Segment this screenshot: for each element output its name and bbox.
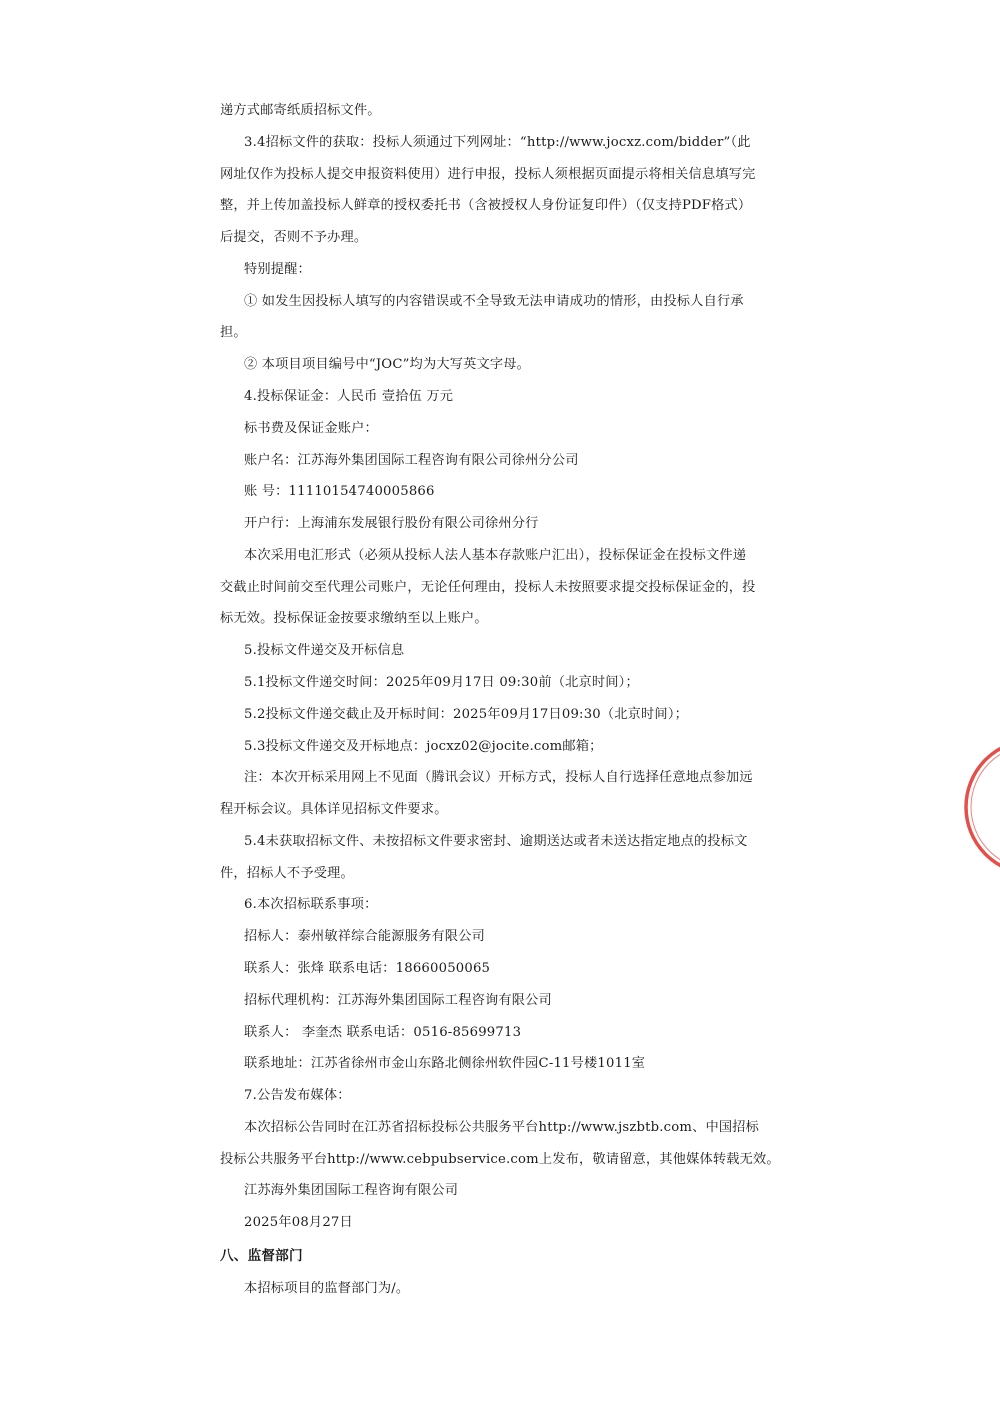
text-line: 标无效。投标保证金按要求缴纳至以上账户。 [220,611,488,626]
text-line: 整，并上传加盖投标人鲜章的授权委托书（含被授权人身份证复印件）（仅支持PDF格式） [220,198,752,213]
text-line: 担。 [220,325,247,340]
seal-stamp [958,732,1000,882]
text-line: 网址仅作为投标人提交申报资料使用）进行申报，投标人须根据页面提示将相关信息填写完 [220,167,756,182]
text-line: 递方式邮寄纸质招标文件。 [220,103,381,118]
text-line: 6.本次招标联系事项： [244,897,378,912]
text-line: 账户名：江苏海外集团国际工程咨询有限公司徐州分公司 [244,453,579,468]
text-line: 本次招标公告同时在江苏省招标投标公共服务平台http://www.jszbtb.com、中国招标 [244,1120,760,1135]
text-line: 4.投标保证金：人民币 壹拾伍 万元 [244,389,454,404]
text-line: 本招标项目的监督部门为/。 [244,1281,410,1296]
text-line: 联系人： 李奎杰 联系电话：0516-85699713 [244,1025,522,1040]
text-line: 账 号：11110154740005866 [244,484,435,499]
text-line: 联系地址：江苏省徐州市金山东路北侧徐州软件园C-11号楼1011室 [244,1056,646,1071]
text-line: 5.3投标文件递交及开标地点：jocxz02@jocite.com邮箱； [244,739,603,754]
text-line: 招标人：泰州敏祥综合能源服务有限公司 [244,929,485,944]
text-line: 5.4未获取招标文件、未按招标文件要求密封、逾期送达或者未送达指定地点的投标文 [244,834,748,849]
text-line: 后提交，否则不予办理。 [220,230,368,245]
text-line: 投标公共服务平台http://www.cebpubservice.com上发布，敬请留意，其他媒体转载无效。 [220,1152,780,1167]
text-line: 招标代理机构：江苏海外集团国际工程咨询有限公司 [244,993,552,1008]
section-heading: 八、监督部门 [220,1248,303,1264]
text-line: 3.4招标文件的获取：投标人须通过下列网址：“http://www.jocxz.com/bidder”（此 [244,135,751,150]
text-line: 注：本次开标采用网上不见面（腾讯会议）开标方式，投标人自行选择任意地点参加远 [244,770,753,785]
text-line: 交截止时间前交至代理公司账户，无论任何理由，投标人未按照要求提交投标保证金的，投 [220,580,756,595]
signature-date: 2025年08月27日 [244,1215,353,1230]
text-line: 5.2投标文件递交截止及开标时间：2025年09月17日09:30（北京时间）； [244,707,688,722]
text-line: 联系人：张烽 联系电话：18660050065 [244,961,491,976]
text-line: 程开标会议。具体详见招标文件要求。 [220,802,448,817]
text-line: 7.公告发布媒体： [244,1088,351,1103]
text-line: 本次采用电汇形式（必须从投标人法人基本存款账户汇出），投标保证金在投标文件递 [244,548,747,563]
text-line: 标书费及保证金账户： [244,421,378,436]
signature-company: 江苏海外集团国际工程咨询有限公司 [244,1183,459,1198]
text-line: 特别提醒： [244,262,311,277]
text-line: ① 如发生因投标人填写的内容错误或不全导致无法申请成功的情形，由投标人自行承 [244,294,744,309]
text-line: 5.1投标文件递交时间：2025年09月17日 09:30前（北京时间）； [244,675,639,690]
text-line: 5.投标文件递交及开标信息 [244,643,405,658]
text-line: 件，招标人不予受理。 [220,866,354,881]
text-line: 开户行：上海浦东发展银行股份有限公司徐州分行 [244,516,539,531]
text-line: ② 本项目项目编号中“JOC”均为大写英文字母。 [244,357,531,372]
seal-stamp-graphic [958,732,1000,882]
